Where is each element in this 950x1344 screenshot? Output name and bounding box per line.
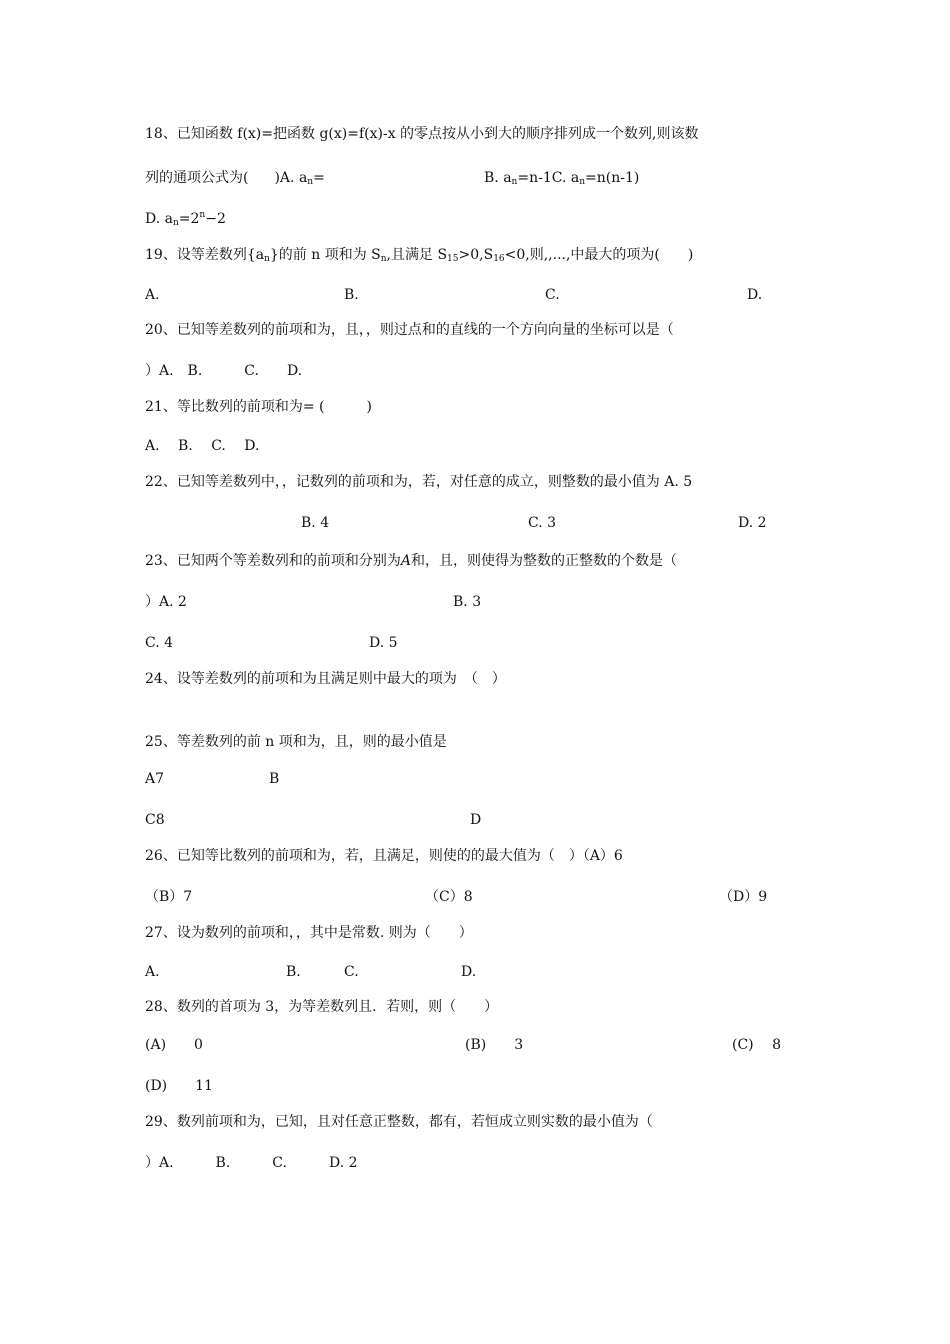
q25-option-c: C8 <box>145 812 165 828</box>
q27-line1: 27、设为数列的前项和，，其中是常数. 则为（ ） <box>145 925 473 941</box>
q27-option-c: C. <box>344 964 359 980</box>
q23-option-d: D. 5 <box>369 635 398 651</box>
q18-line2-stem: 列的通项公式为( )A. $a_n=$ <box>145 170 325 187</box>
q19-option-d: D. <box>747 287 763 303</box>
q18-line1: 18、已知函数 f(x)=把函数 g(x)=f(x)-x 的零点按从小到大的顺序排列成一个数列,则该数 <box>145 126 699 142</box>
q18-options-bc: B. $a_n=n-1C$. $a_n=n(n-1)$ <box>484 170 640 187</box>
q26-option-d: （D）9 <box>719 889 768 905</box>
q22-option-d: D. 2 <box>738 515 767 531</box>
q29-line2: ）A. B. C. D. 2 <box>145 1155 358 1171</box>
q19-line1: 19、设等差数列$\{a_n\}$的前 n 项和为 $S_n$,且满足 $S_{15}>0,S_{16}<0$,则,,...,中最大的项为( ) <box>145 247 694 264</box>
q29-line1: 29、数列前项和为，已知，且对任意正整数，都有，若恒成立则实数的最小值为（ <box>145 1114 653 1130</box>
q27-option-d: D. <box>461 964 477 980</box>
q24-line1: 24、设等差数列的前项和为且满足则中最大的项为 （ ） <box>145 671 506 687</box>
q23-option-a: ）A. 2 <box>145 594 187 610</box>
q28-option-b: (B) 3 <box>465 1037 524 1053</box>
q20-line1: 20、已知等差数列的前项和为，且，，则过点和的直线的一个方向向量的坐标可以是（ <box>145 322 674 338</box>
q25-line1: 25、等差数列的前 n 项和为，且，则的最小值是 <box>145 734 447 750</box>
q26-line1: 26、已知等比数列的前项和为，若，且满足，则使的的最大值为（ ）（A）6 <box>145 848 623 864</box>
q28-option-a: (A) 0 <box>145 1037 203 1053</box>
q25-option-b: B <box>269 771 280 787</box>
q21-line1: 21、等比数列的前项和为= ( ) <box>145 399 372 415</box>
q22-line1: 22、已知等差数列中，，记数列的前项和为，若，对任意的成立，则整数的最小值为 A. 5 <box>145 474 693 490</box>
q27-option-a: A. <box>145 964 160 980</box>
q20-line2: ）A. B. C. D. <box>145 363 303 379</box>
q23-line1: 23、已知两个等差数列和的前项和分别为A和，且，则使得为整数的正整数的个数是（ <box>145 553 677 569</box>
q23-option-c: C. 4 <box>145 635 174 651</box>
q21-line2: A. B. C. D. <box>145 438 260 454</box>
q22-option-c: C. 3 <box>528 515 557 531</box>
q22-option-b: B. 4 <box>301 515 330 531</box>
q27-option-b: B. <box>286 964 301 980</box>
q19-option-b: B. <box>344 287 359 303</box>
q23-option-b: B. 3 <box>453 594 482 610</box>
q28-option-c: (C) 8 <box>732 1037 781 1053</box>
q26-option-b: （B）7 <box>145 889 193 905</box>
q25-option-d: D <box>470 812 482 828</box>
q25-option-a: A7 <box>145 771 165 787</box>
q19-option-a: A. <box>145 287 160 303</box>
q26-option-c: （C）8 <box>425 889 473 905</box>
q28-option-d: (D) 11 <box>145 1078 213 1094</box>
q28-line1: 28、数列的首项为 3，为等差数列且．若则，则（ ） <box>145 999 499 1015</box>
q18-option-d: D. $a_n=2^n-2$ <box>145 210 226 228</box>
q19-option-c: C. <box>545 287 560 303</box>
